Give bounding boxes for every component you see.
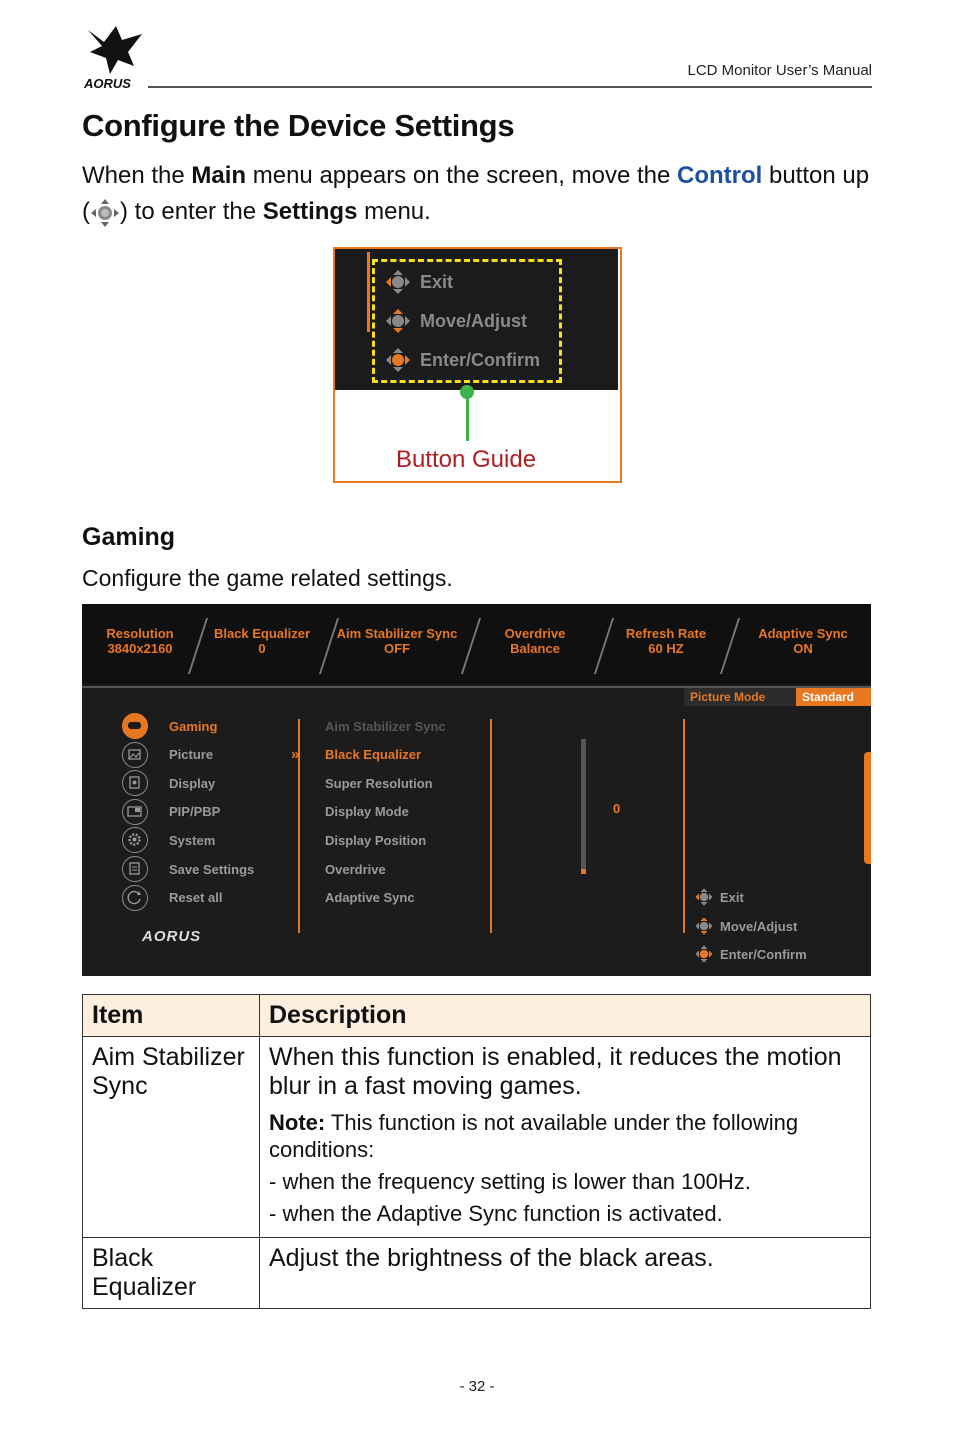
menu-picture[interactable]: Picture — [169, 747, 214, 762]
header-rule — [148, 86, 872, 88]
submenu-adaptive-sync[interactable]: Adaptive Sync — [325, 890, 415, 905]
pip-icon — [122, 799, 148, 825]
reset-icon — [122, 885, 148, 911]
joystick-up-icon — [90, 198, 120, 228]
chevron-right-icon: » — [291, 746, 300, 763]
osd-aorus-logo: AORUS — [142, 928, 202, 945]
picture-icon — [122, 742, 148, 768]
page-number: - 32 - — [459, 1378, 495, 1395]
manual-title: LCD Monitor User’s Manual — [687, 62, 872, 79]
gamepad-icon — [122, 713, 148, 739]
menu-save-settings[interactable]: Save Settings — [169, 862, 255, 877]
description-cell: Adjust the brightness of the black areas. — [260, 1238, 871, 1309]
menu-display[interactable]: Display — [169, 776, 216, 791]
submenu-super-resolution[interactable]: Super Resolution — [325, 776, 433, 791]
picture-mode-value: Standard — [802, 690, 855, 704]
aorus-logo — [82, 22, 146, 92]
joystick-press-icon — [384, 346, 412, 374]
submenu-black-equalizer[interactable]: Black Equalizer — [325, 747, 422, 762]
gear-icon — [122, 827, 148, 853]
save-icon — [122, 856, 148, 882]
menu-gaming[interactable]: Gaming — [169, 719, 218, 734]
osd-edge-bar — [367, 252, 370, 332]
guide-move-adjust: Move/Adjust — [384, 307, 527, 335]
submenu-display-mode[interactable]: Display Mode — [325, 804, 409, 819]
item-cell: Aim Stabilizer Sync — [83, 1037, 260, 1238]
svg-text:AORUS: AORUS — [84, 76, 131, 91]
settings-table — [82, 994, 871, 1309]
menu-pip-pbp[interactable]: PIP/PBP — [169, 804, 221, 819]
osd-guide-exit: Exit — [694, 886, 744, 908]
status-aim-stabilizer: Aim Stabilizer Sync OFF — [336, 626, 458, 656]
joystick-left-icon — [384, 268, 412, 296]
table-header-row — [83, 995, 871, 1037]
menu-reset-all[interactable]: Reset all — [169, 890, 223, 905]
status-black-equalizer: Black Equalizer 0 — [213, 626, 311, 656]
status-adaptive-sync: Adaptive Sync ON — [758, 626, 848, 656]
slider-fill — [581, 869, 586, 874]
status-overdrive: Overdrive Balance — [504, 626, 566, 656]
joystick-updown-icon — [694, 915, 714, 937]
col-header-description: Description — [260, 995, 871, 1037]
display-icon — [122, 770, 148, 796]
submenu-display-position[interactable]: Display Position — [325, 833, 427, 848]
menu-system[interactable]: System — [169, 833, 216, 848]
submenu-aim-stabilizer-sync[interactable]: Aim Stabilizer Sync — [325, 719, 446, 734]
button-guide-label: Button Guide — [395, 446, 537, 473]
joystick-left-icon — [694, 886, 714, 908]
intro-paragraph: When the Main menu appears on the screen, move the Control button up ( ) to enter the Settings menu. — [82, 158, 882, 230]
gaming-heading: Gaming — [82, 523, 176, 551]
submenu-column-divider — [490, 719, 492, 933]
col-header-item: Item — [83, 995, 260, 1037]
guide-enter-confirm: Enter/Confirm — [384, 346, 540, 374]
item-cell: Black Equalizer — [83, 1238, 260, 1309]
status-resolution: Resolution 3840x2160 — [106, 626, 174, 656]
gaming-subtitle: Configure the game related settings. — [82, 565, 453, 591]
table-row — [83, 1238, 871, 1309]
osd-guide-enter: Enter/Confirm — [694, 943, 807, 965]
table-row — [83, 1037, 871, 1238]
joystick-updown-icon — [384, 307, 412, 335]
guide-exit: Exit — [384, 268, 453, 296]
joystick-press-icon — [694, 943, 714, 965]
callout-dot — [460, 385, 474, 399]
status-refresh-rate: Refresh Rate 60 HZ — [625, 626, 707, 656]
black-equalizer-slider[interactable] — [581, 739, 586, 874]
value-column-divider — [683, 719, 685, 933]
page-title: Configure the Device Settings — [82, 108, 515, 143]
picture-mode-label: Picture Mode — [690, 690, 766, 704]
osd-edge-bar — [864, 752, 871, 864]
slider-value: 0 — [613, 801, 621, 816]
submenu-overdrive[interactable]: Overdrive — [325, 862, 386, 877]
osd-guide-move: Move/Adjust — [694, 915, 797, 937]
description-cell: When this function is enabled, it reduces the motion blur in a fast moving games. Note: This function is not available under the following conditions: - when the frequency setting is lower than 100Hz. - when the Adaptive Sync function is activated. — [260, 1037, 871, 1238]
